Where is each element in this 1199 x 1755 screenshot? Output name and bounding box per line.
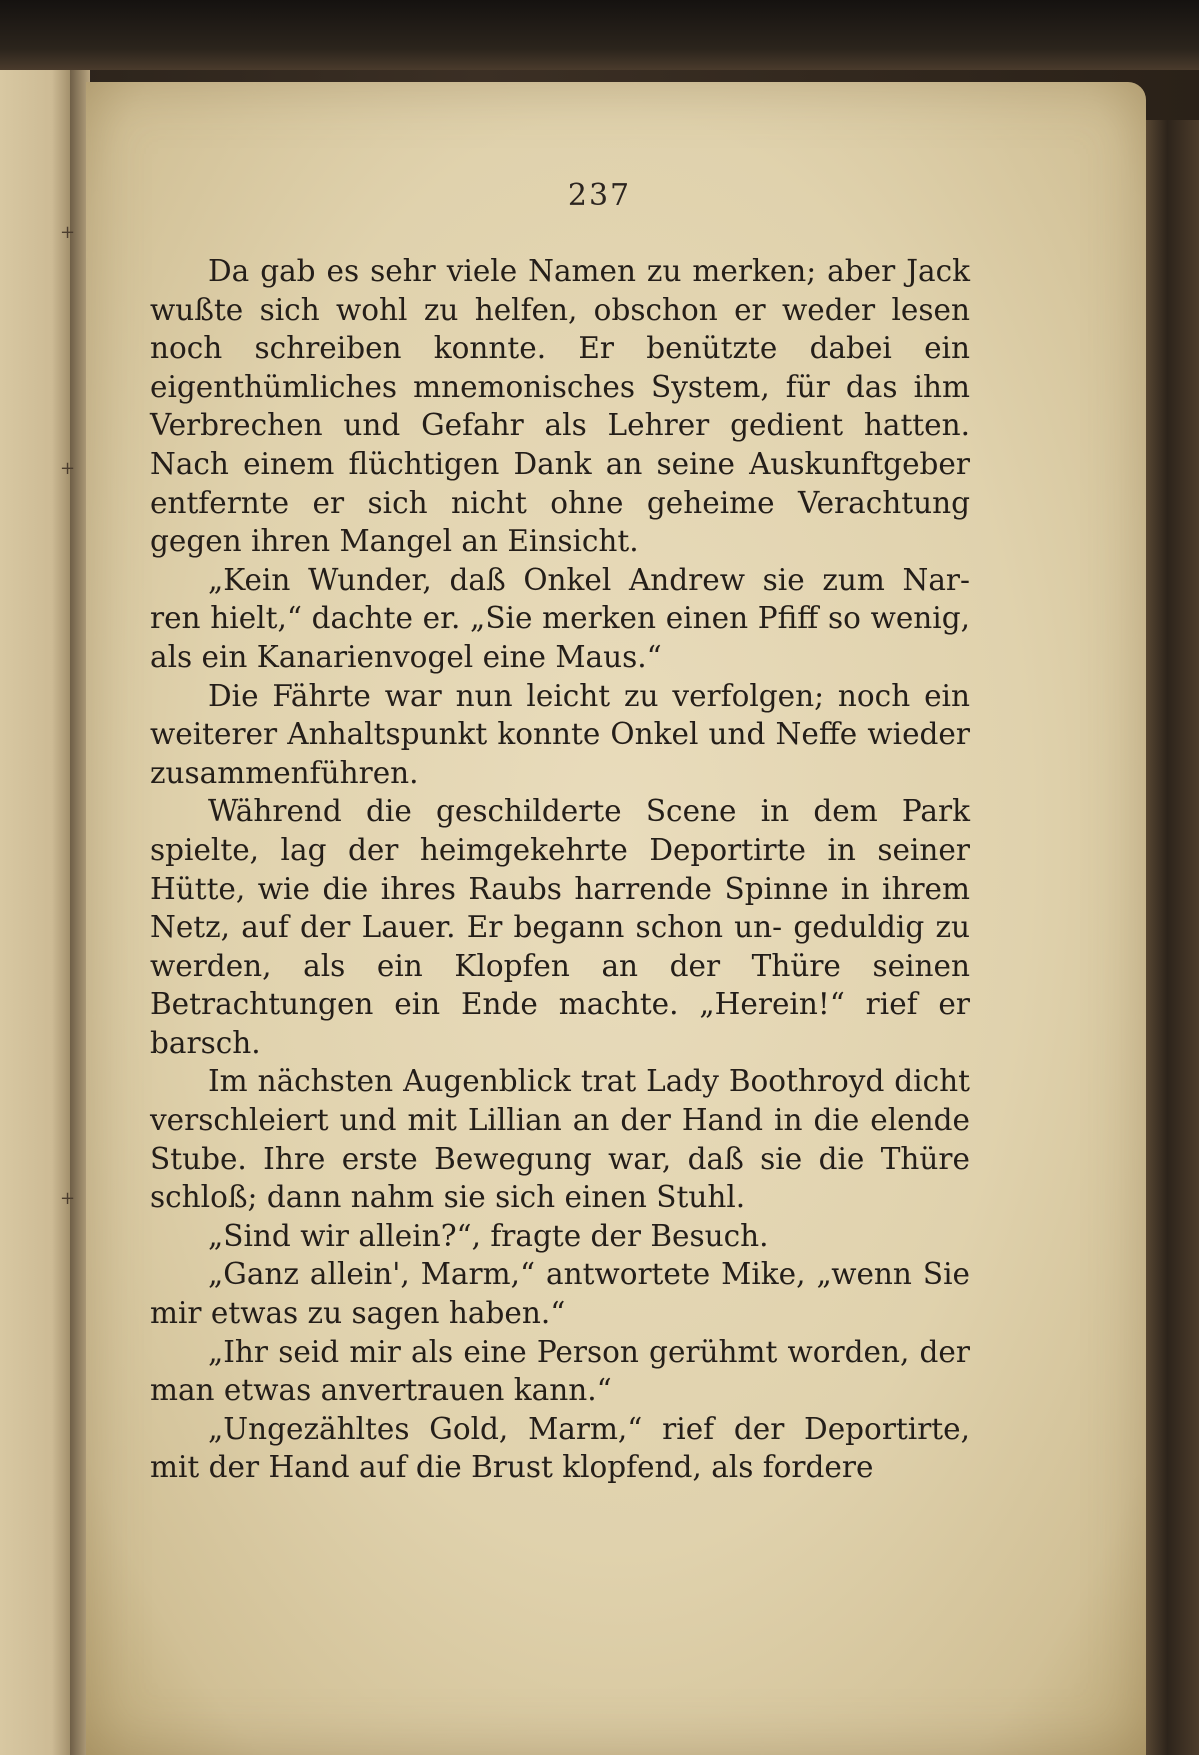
- text-line: dicht verschleiert und mit Lillian an der Hand in: [150, 1064, 970, 1138]
- margin-mark: +: [60, 222, 76, 243]
- text-line: ihren Mangel an Einsicht.: [251, 524, 639, 559]
- text-line: mit der Hand auf die Brust klopfend, als fordere: [150, 1450, 874, 1485]
- text-line: Da gab es sehr viele Namen zu merken; aber: [208, 254, 896, 288]
- paragraph: [150, 1062, 970, 1216]
- text-line: Während die geschilderte Scene in dem Park: [208, 794, 970, 829]
- text-line: Nach einem flüchtigen Dank an seine Auskunftgeber: [150, 446, 970, 481]
- paragraph: [150, 561, 970, 677]
- text-line: „Ihr seid mir als eine Person gerühmt worden,: [208, 1334, 910, 1369]
- margin-mark: +: [60, 458, 76, 479]
- text-line: Sie mir etwas zu sagen haben.“: [150, 1257, 970, 1331]
- book-cover-top: [0, 0, 1199, 70]
- text-line: eigenthümliches mnemonisches System, für das ihm: [150, 369, 970, 404]
- paragraph: [150, 792, 970, 1062]
- text-line: „Kein Wunder, daß Onkel Andrew sie zum Nar-: [208, 562, 970, 597]
- margin-mark: +: [60, 1188, 76, 1209]
- text-line: ihrem Netz, auf der Lauer. Er begann schon un-: [150, 871, 970, 945]
- text-line: entfernte er sich nicht ohne geheime Verachtung gegen: [150, 485, 970, 559]
- text-line: ein weiterer Anhaltspunkt konnte Onkel und Neffe: [150, 678, 970, 752]
- text-line: Im nächsten Augenblick trat Lady Boothroyd: [208, 1064, 885, 1099]
- text-line: lesen noch schreiben konnte. Er benützte dabei ein: [150, 292, 970, 366]
- paragraph: [150, 1333, 970, 1410]
- page-number: 237: [567, 178, 632, 213]
- paragraph: [150, 1410, 970, 1487]
- text-line: wenig, als ein Kanarienvogel eine Maus.“: [150, 601, 970, 674]
- text-line: „Ungezähltes Gold, Marm,“ rief der Deportirte,: [208, 1411, 970, 1446]
- text-line: spielte, lag der heimgekehrte Deportirte in seiner: [150, 832, 970, 867]
- text-line: Die Fährte war nun leicht zu verfolgen; noch: [208, 678, 911, 713]
- paragraph: [150, 1255, 970, 1332]
- text-line: „Sind wir allein?“, fragte der Besuch.: [208, 1218, 769, 1253]
- text-line: wieder zusammenführen.: [150, 717, 970, 790]
- text-line: ren hielt,“ dachte er. „Sie merken einen Pfiff so: [150, 601, 861, 636]
- text-line: Verbrechen und Gefahr als Lehrer gedient hatten.: [150, 408, 970, 443]
- paragraph: [150, 1217, 970, 1256]
- text-line: rief er barsch.: [150, 987, 970, 1060]
- text-line: die elende Stube. Ihre erste Bewegung war, daß: [150, 1103, 970, 1176]
- facing-page-edge: [0, 70, 77, 1755]
- paragraph: [150, 677, 970, 793]
- text-line: geduldig zu werden, als ein Klopfen an der Thüre: [150, 910, 970, 983]
- text-line: der man etwas anvertrauen kann.“: [150, 1334, 970, 1408]
- text-line: „Ganz allein', Marm,“ antwortete Mike, „wenn: [208, 1257, 912, 1292]
- text-line: Hütte, wie die ihres Raubs harrende Spinne in: [150, 871, 870, 906]
- text-line: seinen Betrachtungen ein Ende machte. „Herein!“: [150, 948, 970, 1022]
- text-line: Jack wußte sich wohl zu helfen, obschon er weder: [150, 254, 970, 327]
- paragraph: [150, 252, 970, 561]
- text-line: sie die Thüre schloß; dann nahm sie sich einen Stuhl.: [150, 1141, 970, 1215]
- body-text: [150, 252, 970, 1487]
